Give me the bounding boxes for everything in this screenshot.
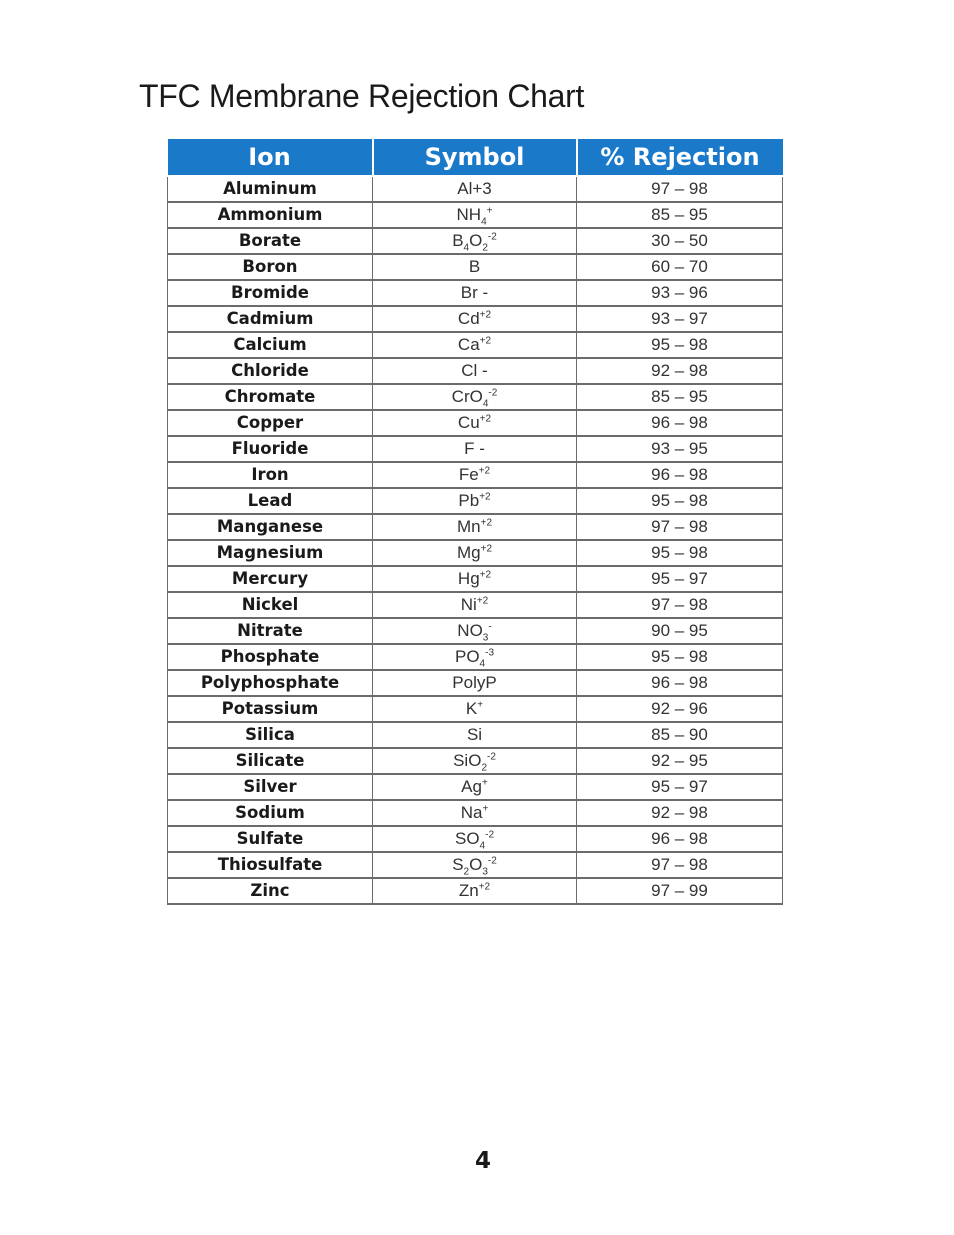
symbol-superscript: +2 [479, 309, 492, 321]
table-row [168, 800, 783, 826]
ion-name-cell: Magnesium [168, 540, 373, 566]
symbol-text: PO [454, 647, 480, 666]
table-row [168, 254, 783, 280]
ion-name-cell: Iron [168, 462, 373, 488]
symbol-superscript: - [488, 621, 492, 633]
ion-symbol-cell [373, 436, 577, 462]
rejection-range-cell: 85 – 95 [577, 384, 783, 410]
symbol-text: Na [460, 803, 483, 822]
ion-name-cell: Bromide [168, 280, 373, 306]
rejection-range-cell: 95 – 98 [577, 644, 783, 670]
table-row [168, 878, 783, 904]
ion-name-cell: Chromate [168, 384, 373, 410]
ion-symbol-cell [373, 618, 577, 644]
ion-symbol-cell [373, 566, 577, 592]
rejection-range-cell: 96 – 98 [577, 826, 783, 852]
symbol-superscript: + [482, 803, 489, 815]
ion-symbol-cell [373, 280, 577, 306]
symbol-superscript: +2 [479, 335, 492, 347]
symbol-text: Cd [457, 309, 480, 328]
rejection-range-cell: 95 – 98 [577, 488, 783, 514]
rejection-range-cell: 92 – 98 [577, 358, 783, 384]
symbol-subscript: 2 [463, 866, 470, 878]
symbol-superscript: + [481, 777, 488, 789]
ion-symbol-cell [373, 670, 577, 696]
symbol-superscript: +2 [476, 595, 489, 607]
symbol-text: Hg [457, 569, 480, 588]
page-title: TFC Membrane Rejection Chart [139, 78, 585, 114]
table-row [168, 566, 783, 592]
symbol-text: Cu [457, 413, 480, 432]
symbol-subscript: 4 [463, 242, 470, 254]
ion-symbol-cell [373, 254, 577, 280]
table-row [168, 540, 783, 566]
rejection-range-cell: 97 – 98 [577, 852, 783, 878]
ion-symbol-cell [373, 410, 577, 436]
symbol-subscript: 2 [482, 242, 488, 254]
symbol-text: NO [457, 621, 483, 640]
table-row [168, 462, 783, 488]
symbol-text: CrO [451, 387, 483, 406]
symbol-subscript: 3 [482, 632, 489, 644]
ion-name-cell: Boron [168, 254, 373, 280]
ion-name-cell: Silicate [168, 748, 373, 774]
table-row [168, 488, 783, 514]
symbol-superscript: -2 [487, 855, 497, 867]
ion-symbol-cell [373, 722, 577, 748]
symbol-superscript: -2 [485, 829, 495, 841]
symbol-subscript: 4 [479, 658, 486, 670]
ion-name-cell: Aluminum [168, 176, 373, 202]
symbol-text: SiO [453, 751, 482, 770]
ion-symbol-cell [373, 800, 577, 826]
table-row [168, 852, 783, 878]
table-row [168, 696, 783, 722]
table-row [168, 644, 783, 670]
ion-symbol-cell [373, 358, 577, 384]
rejection-range-cell: 97 – 99 [577, 878, 783, 904]
ion-symbol-cell [373, 644, 577, 670]
symbol-text: S [452, 855, 464, 874]
ion-symbol-cell [373, 852, 577, 878]
symbol-text: Ca [457, 335, 480, 354]
ion-name-cell: Mercury [168, 566, 373, 592]
symbol-superscript: -2 [488, 387, 498, 399]
page-number: 4 [474, 1148, 491, 1174]
ion-name-cell: Potassium [168, 696, 373, 722]
symbol-text: Mn [456, 517, 481, 536]
ion-name-cell: Copper [168, 410, 373, 436]
ion-symbol-cell [373, 332, 577, 358]
symbol-text: Al+3 [457, 179, 492, 198]
symbol-superscript: + [486, 205, 493, 217]
ion-symbol-cell [373, 202, 577, 228]
table-row [168, 410, 783, 436]
rejection-range-cell: 97 – 98 [577, 592, 783, 618]
rejection-range-cell: 93 – 96 [577, 280, 783, 306]
ion-symbol-cell [373, 540, 577, 566]
ion-name-cell: Polyphosphate [168, 670, 373, 696]
ion-symbol-cell [373, 384, 577, 410]
ion-name-cell: Nickel [168, 592, 373, 618]
ion-name-cell: Ammonium [168, 202, 373, 228]
symbol-superscript: +2 [479, 413, 492, 425]
ion-name-cell: Silica [168, 722, 373, 748]
rejection-range-cell: 95 – 98 [577, 540, 783, 566]
symbol-subscript: 4 [481, 216, 487, 228]
ion-name-cell: Chloride [168, 358, 373, 384]
rejection-range-cell: 95 – 98 [577, 332, 783, 358]
table-row [168, 722, 783, 748]
symbol-superscript: +2 [480, 543, 493, 555]
symbol-subscript: 3 [482, 866, 488, 878]
table-row [168, 826, 783, 852]
symbol-text: Cl - [461, 361, 488, 380]
rejection-range-cell: 60 – 70 [577, 254, 783, 280]
symbol-text: F - [464, 439, 485, 458]
ion-symbol-cell [373, 462, 577, 488]
table-row [168, 436, 783, 462]
ion-name-cell: Cadmium [168, 306, 373, 332]
ion-symbol-cell [373, 748, 577, 774]
rejection-range-cell: 95 – 97 [577, 774, 783, 800]
rejection-range-cell: 92 – 95 [577, 748, 783, 774]
symbol-text: Zn [458, 881, 479, 900]
header-row [168, 139, 783, 176]
rejection-range-cell: 97 – 98 [577, 176, 783, 202]
rejection-range-cell: 92 – 98 [577, 800, 783, 826]
ion-name-cell: Calcium [168, 332, 373, 358]
rejection-range-cell: 90 – 95 [577, 618, 783, 644]
ion-name-cell: Borate [168, 228, 373, 254]
ion-symbol-cell [373, 592, 577, 618]
symbol-superscript: +2 [478, 881, 491, 893]
symbol-superscript: +2 [478, 465, 491, 477]
ion-symbol-cell [373, 176, 577, 202]
table-row [168, 670, 783, 696]
symbol-text: Mg [456, 543, 481, 562]
ion-symbol-cell [373, 228, 577, 254]
ion-symbol-cell [373, 488, 577, 514]
symbol-text: PolyP [452, 673, 497, 692]
rejection-range-cell: 93 – 97 [577, 306, 783, 332]
symbol-subscript: 4 [482, 398, 489, 410]
rejection-range-cell: 30 – 50 [577, 228, 783, 254]
table-row [168, 384, 783, 410]
symbol-text: SO [454, 829, 480, 848]
rejection-range-cell: 95 – 97 [577, 566, 783, 592]
ion-symbol-cell [373, 826, 577, 852]
symbol-text: O [469, 231, 483, 250]
table-row [168, 332, 783, 358]
table-row [168, 618, 783, 644]
table-row [168, 748, 783, 774]
ion-symbol-cell [373, 696, 577, 722]
symbol-superscript: +2 [480, 517, 493, 529]
symbol-text: Ni [460, 595, 477, 614]
rejection-range-cell: 97 – 98 [577, 514, 783, 540]
symbol-text: B [452, 231, 464, 250]
ion-name-cell: Sodium [168, 800, 373, 826]
table-row [168, 280, 783, 306]
rejection-range-cell: 96 – 98 [577, 670, 783, 696]
ion-symbol-cell [373, 774, 577, 800]
symbol-text: O [469, 855, 483, 874]
table-row [168, 514, 783, 540]
ion-name-cell: Phosphate [168, 644, 373, 670]
table-row [168, 176, 783, 202]
table-body [168, 176, 783, 904]
ion-symbol-cell [373, 306, 577, 332]
symbol-superscript: +2 [479, 491, 491, 503]
table-row [168, 774, 783, 800]
symbol-superscript: -2 [487, 751, 496, 763]
symbol-superscript: -3 [485, 647, 495, 659]
symbol-text: NH [456, 205, 482, 224]
rejection-range-cell: 96 – 98 [577, 410, 783, 436]
ion-name-cell: Sulfate [168, 826, 373, 852]
column-header-rejection: % Rejection [577, 139, 783, 176]
symbol-superscript: -2 [487, 231, 497, 243]
ion-name-cell: Silver [168, 774, 373, 800]
rejection-range-cell: 96 – 98 [577, 462, 783, 488]
ion-name-cell: Fluoride [168, 436, 373, 462]
table-row [168, 202, 783, 228]
rejection-range-cell: 85 – 90 [577, 722, 783, 748]
symbol-text: Pb [458, 491, 480, 510]
ion-name-cell: Zinc [168, 878, 373, 904]
table-header [168, 139, 783, 176]
symbol-text: Si [466, 725, 483, 744]
ion-symbol-cell [373, 514, 577, 540]
table-row [168, 592, 783, 618]
symbol-text: K [465, 699, 478, 718]
rejection-range-cell: 85 – 95 [577, 202, 783, 228]
ion-name-cell: Thiosulfate [168, 852, 373, 878]
symbol-superscript: + [477, 699, 484, 711]
symbol-subscript: 4 [479, 840, 486, 852]
symbol-text: Ag [461, 777, 482, 796]
symbol-subscript: 2 [481, 762, 487, 774]
table-row [168, 306, 783, 332]
symbol-text: Br - [460, 283, 489, 302]
symbol-text: B [468, 257, 481, 276]
ion-name-cell: Nitrate [168, 618, 373, 644]
table-row [168, 358, 783, 384]
ion-name-cell: Manganese [168, 514, 373, 540]
ion-symbol-cell [373, 878, 577, 904]
rejection-range-cell: 92 – 96 [577, 696, 783, 722]
column-header-ion: Ion [168, 139, 373, 176]
column-header-symbol: Symbol [373, 139, 577, 176]
ion-name-cell: Lead [168, 488, 373, 514]
symbol-superscript: +2 [479, 569, 492, 581]
table-row [168, 228, 783, 254]
rejection-table [167, 139, 783, 905]
rejection-range-cell: 93 – 95 [577, 436, 783, 462]
symbol-text: Fe [458, 465, 479, 484]
